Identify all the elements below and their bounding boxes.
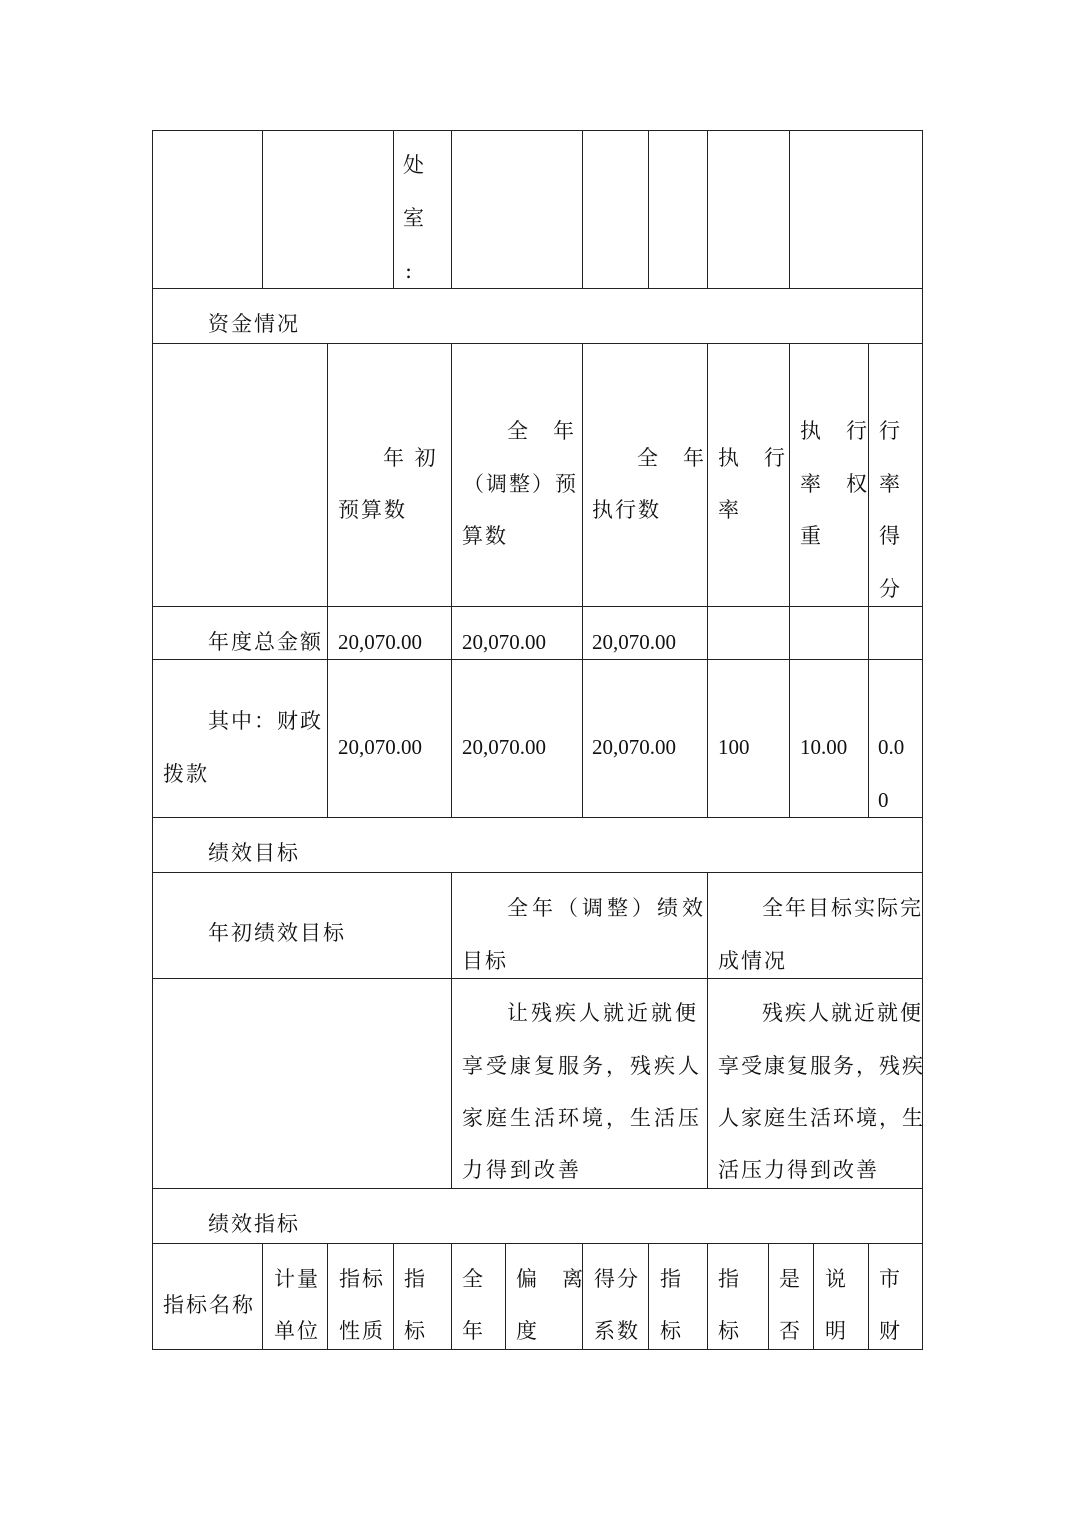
- indicator-header-col4: 标: [404, 1319, 427, 1343]
- header-rate-weight: 率 权: [800, 472, 869, 496]
- indicator-header-col8: 标: [660, 1319, 683, 1343]
- row-line: [152, 606, 923, 607]
- cell-rate-weight: 10.00: [800, 735, 848, 759]
- col-line: [707, 343, 708, 817]
- cell-exec-rate: 100: [718, 735, 750, 759]
- indicator-header-deviation: 度: [516, 1319, 539, 1343]
- col-line: [582, 343, 583, 817]
- indicator-header-annual: 年: [462, 1319, 485, 1343]
- header-rate-weight: 重: [800, 524, 823, 548]
- col-line: [789, 343, 790, 817]
- col-line: [648, 130, 649, 288]
- goal-adjusted-text: 让残疾人就近就便: [507, 1001, 699, 1025]
- cell-initial-budget: 20,070.00: [338, 630, 422, 654]
- goal-adjusted-text: 家庭生活环境，生活压: [462, 1106, 702, 1130]
- col-line: [868, 343, 869, 817]
- col-line: [707, 130, 708, 288]
- header-adjusted-goal: 目标: [462, 949, 508, 973]
- section-title-indicators: 绩效指标: [208, 1212, 300, 1236]
- goal-adjusted-text: 享受康复服务，残疾人: [462, 1054, 702, 1078]
- indicator-header-nature: 指标: [339, 1267, 385, 1291]
- goal-actual-text: 享受康复服务，残疾: [718, 1054, 925, 1078]
- row-label-fiscal: 拨款: [163, 762, 209, 786]
- col-line: [707, 872, 708, 1188]
- header-actual-goal: 全年目标实际完: [762, 896, 923, 920]
- row-line: [152, 343, 923, 344]
- col-line: [451, 343, 452, 817]
- row-line: [152, 817, 923, 818]
- col-line: [451, 1243, 452, 1349]
- header-initial-budget: 预算数: [338, 498, 407, 522]
- row-line: [152, 978, 923, 979]
- header-adjusted-budget: 算数: [462, 524, 508, 548]
- col-line: [582, 1243, 583, 1349]
- indicator-header-unit: 单位: [274, 1319, 320, 1343]
- dept-char: :: [405, 259, 415, 283]
- header-initial-goal: 年初绩效目标: [208, 921, 346, 945]
- indicator-header-city-finance: 财: [879, 1319, 902, 1343]
- section-title-funds: 资金情况: [208, 312, 300, 336]
- row-line: [152, 872, 923, 873]
- cell-rate-score: 0: [878, 788, 889, 812]
- col-line: [768, 1243, 769, 1349]
- header-actual-goal: 成情况: [718, 949, 787, 973]
- header-executed: 全 年: [637, 446, 706, 470]
- row-label-annual-total: 年度总金额: [208, 630, 323, 654]
- col-line: [789, 130, 790, 288]
- header-exec-rate: 率: [718, 498, 741, 522]
- row-line: [152, 130, 923, 131]
- col-line: [451, 130, 452, 288]
- header-exec-rate: 执 行: [718, 446, 787, 470]
- col-line: [707, 1243, 708, 1349]
- header-rate-score: 得: [879, 524, 902, 548]
- dept-char: 处: [403, 153, 426, 177]
- indicator-header-col8: 指: [660, 1267, 683, 1291]
- col-line: [813, 1243, 814, 1349]
- col-line: [505, 1243, 506, 1349]
- header-adjusted-goal: 全年（调整）绩效: [507, 896, 707, 920]
- cell-adjusted-budget: 20,070.00: [462, 630, 546, 654]
- goal-actual-text: 活压力得到改善: [718, 1158, 879, 1182]
- indicator-header-col9: 指: [718, 1267, 741, 1291]
- header-rate-weight: 执 行: [800, 419, 869, 443]
- cell-executed: 20,070.00: [592, 735, 676, 759]
- row-label-fiscal: 其中：财政: [208, 709, 323, 733]
- indicator-header-whether: 否: [779, 1319, 802, 1343]
- header-rate-score: 分: [879, 577, 902, 601]
- indicator-header-whether: 是: [779, 1267, 802, 1291]
- header-initial-budget: 年 初: [383, 446, 438, 470]
- goal-adjusted-text: 力得到改善: [462, 1158, 582, 1182]
- header-rate-score: 率: [879, 472, 902, 496]
- header-executed: 执行数: [592, 498, 661, 522]
- row-line: [152, 1188, 923, 1189]
- row-line: [152, 1349, 923, 1350]
- col-line: [152, 130, 153, 1350]
- cell-initial-budget: 20,070.00: [338, 735, 422, 759]
- row-line: [152, 659, 923, 660]
- section-title-goals: 绩效目标: [208, 841, 300, 865]
- indicator-header-col4: 指: [404, 1267, 427, 1291]
- col-line: [393, 1243, 394, 1349]
- header-adjusted-budget: 全 年: [507, 419, 576, 443]
- indicator-header-city-finance: 市: [879, 1267, 902, 1291]
- indicator-header-note: 明: [825, 1319, 848, 1343]
- indicator-header-unit: 计量: [274, 1267, 320, 1291]
- col-line: [262, 130, 263, 288]
- col-line: [262, 1243, 263, 1349]
- indicator-header-score-coef: 系数: [594, 1319, 640, 1343]
- indicator-header-score-coef: 得分: [594, 1267, 640, 1291]
- col-line: [327, 1243, 328, 1349]
- col-line: [393, 130, 394, 288]
- col-line: [582, 130, 583, 288]
- indicator-header-nature: 性质: [339, 1319, 385, 1343]
- indicator-header-name: 指标名称: [163, 1293, 255, 1317]
- col-line: [451, 872, 452, 1188]
- col-line: [648, 1243, 649, 1349]
- goal-actual-text: 残疾人就近就便: [762, 1001, 923, 1025]
- col-line: [327, 343, 328, 817]
- col-line: [922, 130, 923, 1350]
- cell-adjusted-budget: 20,070.00: [462, 735, 546, 759]
- cell-executed: 20,070.00: [592, 630, 676, 654]
- row-line: [152, 1243, 923, 1244]
- goal-actual-text: 人家庭生活环境，生: [718, 1106, 925, 1130]
- header-adjusted-budget: （调整）预: [463, 472, 578, 496]
- indicator-header-deviation: 偏 离: [516, 1267, 585, 1291]
- indicator-header-note: 说: [825, 1267, 848, 1291]
- indicator-header-col9: 标: [718, 1319, 741, 1343]
- dept-char: 室: [403, 206, 426, 230]
- row-line: [152, 288, 923, 289]
- indicator-header-annual: 全: [462, 1267, 485, 1291]
- header-rate-score: 行: [879, 419, 902, 443]
- cell-rate-score: 0.0: [878, 735, 905, 759]
- col-line: [868, 1243, 869, 1349]
